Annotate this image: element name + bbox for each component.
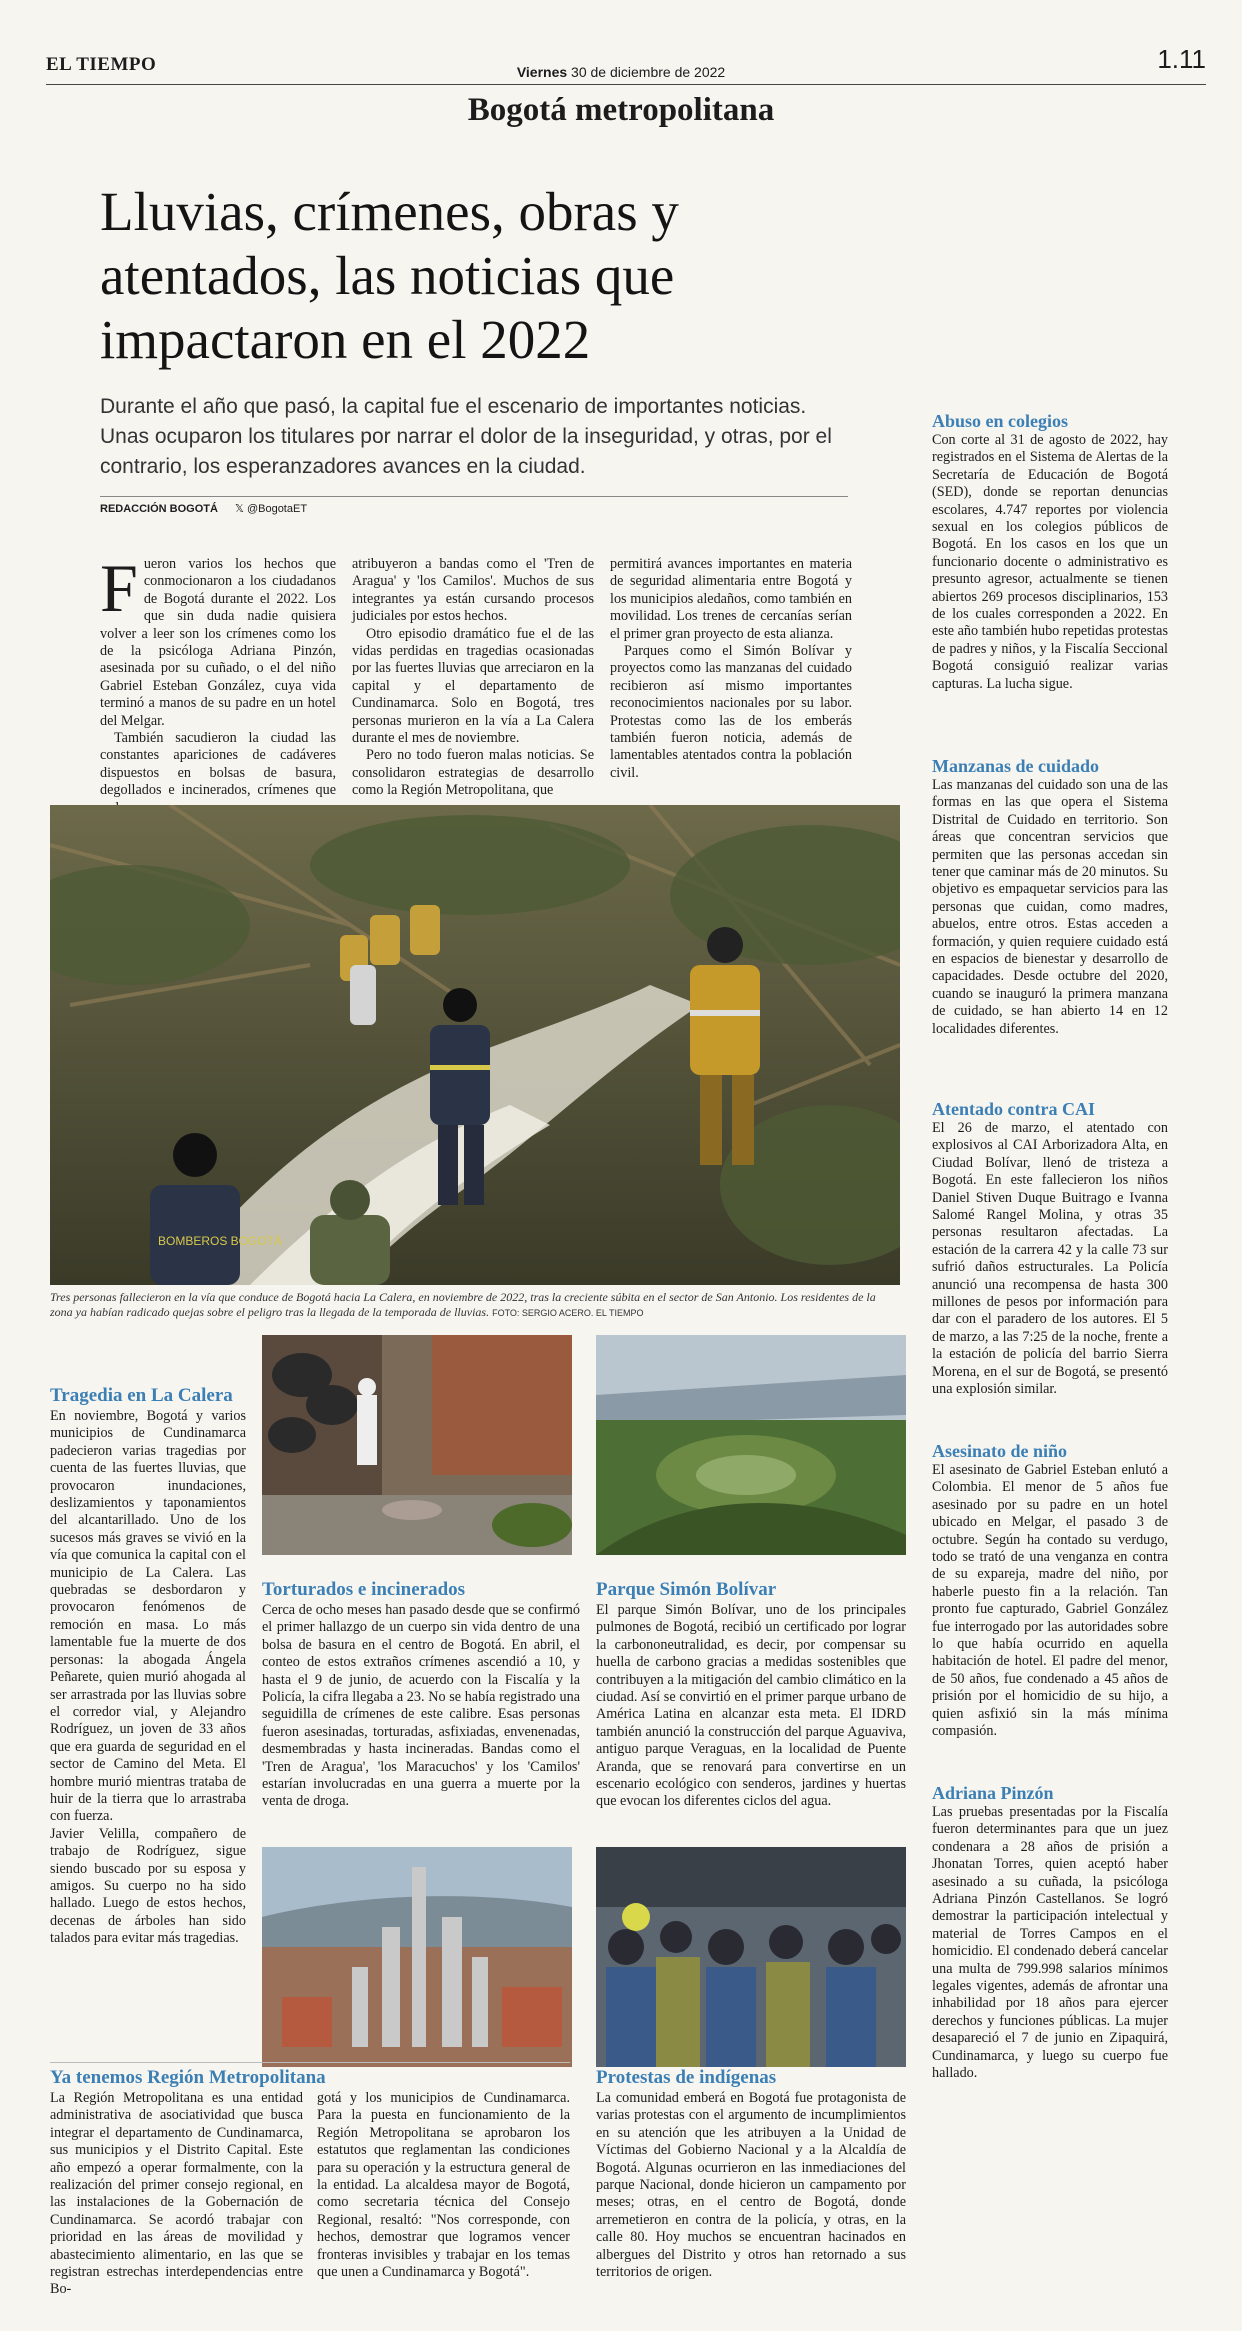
photo-crime-scene: [262, 1335, 572, 1555]
photo-parque-simon-bolivar: [596, 1335, 906, 1555]
sidebar-adriana: [932, 1782, 1168, 2083]
sidebar-abuso: [932, 410, 1168, 693]
section-title: Bogotá metropolitana: [467, 92, 775, 128]
torturados-story: [262, 1578, 580, 1811]
body-paragraph: Otro episodio dramático fue el de las vidas perdidas en tragedias ocasionadas por las fuertes lluvias que arreciaron en la capital y el departamento de Cundinamarca. Solo en Bogotá, tres personas murieron en la vía a La Calera durante el mes de noviembre.: [352, 625, 594, 747]
story-text: Javier Velilla, compañero de trabajo de Rodríguez, sigue siendo buscado por su esposa y amigos. Su cuerpo no ha sido hallado. Luego de estos hechos, decenas de árboles han sido talados para evitar más tragedias.: [50, 1825, 246, 1947]
body-paragraph: Pero no todo fueron malas noticias. Se consolidaron estrategias de desarrollo como la Región Metropolitana, que: [352, 747, 594, 799]
body-paragraph: ueron varios los hechos que conmocionaron a los ciudadanos de Bogotá durante el 2022. Los que sin duda nadie quisiera volver a leer son los crímenes como los de la psicóloga Adriana Pinzón, asesinada por su cuñado, o el del niño Gabriel Esteban González, cuya vida terminó a manos de su padre en un hotel del Melgar.: [100, 556, 336, 729]
byline-author: REDACCIÓN BOGOTÁ: [100, 503, 218, 515]
story-text: La Región Metropolitana es una entidad administrativa de asociatividad que busca integrar el departamento de Cundinamarca, sus municipios y el Distrito Capital. Este año empezó a operar formalmente, con la realización del primer consejo regional, en las instalaciones de la Gobernación de Cundinamarca. Se acordó trabajar con prioridad en las áreas de movilidad y abastecimiento alimentario, en las que se registran estrechas interdependencias entre Bo-: [50, 2090, 303, 2298]
sidebar-text: Las pruebas presentadas por la Fiscalía fueron determinantes para que un juez condenara a 28 años de prisión a Jhonatan Torres, quien aceptó haber asesinado a su cuñada, la psicóloga Adriana Pinzón Castellanos. Se logró demostrar la participación intelectual y material de Torres Campos en el homicidio. El condenado deberá cancelar una multa de 799.998 salarios mínimos legales vigentes, además de afrontar una inhabilidad por 18 años para ejercer derechos y funciones públicas. La mujer desapareció el 7 de junio en Zipaquirá, Cundinamarca, y luego su cuerpo fue hallado.: [932, 1804, 1168, 2082]
body-column-3: [610, 556, 852, 782]
story-heading: Protestas de indígenas: [596, 2067, 777, 2088]
sidebar-heading: Asesinato de niño: [932, 1441, 1068, 1461]
body-column-1: [100, 550, 336, 817]
twitter-handle[interactable]: 𝕏 @BogotaET: [235, 503, 308, 515]
story-heading: Torturados e incinerados: [262, 1579, 466, 1600]
issue-date: Viernes 30 de diciembre de 2022: [516, 64, 726, 80]
body-paragraph: permitirá avances importantes en materia de seguridad alimentaria entre Bogotá y los municipios aledaños, como también en movilidad. Los trenes de cercanías serían el primer gran proyecto de esta alianza.: [610, 556, 852, 642]
masthead: EL TIEMPO: [46, 54, 157, 75]
body-paragraph: atribuyeron a bandas como el 'Tren de Aragua' y 'los Camilos'. Muchos de sus integrantes ya están cursando procesos judiciales por estos hechos.: [352, 556, 594, 625]
sidebar-text: El asesinato de Gabriel Esteban enlutó a Colombia. El menor de 5 años fue asesinado por su padre en un hotel ubicado en Melgar, el pasado 3 de octubre. Según ha contado su verdugo, todo se trató de una venganza en contra de su expareja, madre del niño, por haberle puesto fin a la relación. Tan pronto fue capturado, Gabriel González fue interrogado por las autoridades sobre lo que había ocurrido en aquella habitación de hotel. El padre del menor, de 50 años, fue condenado a 45 años de prisión por el homicidio de su hijo, a quien asfixió sin la más mínima compasión.: [932, 1462, 1168, 1740]
protestas-story: [596, 2066, 906, 2281]
story-heading: Ya tenemos Región Metropolitana: [50, 2067, 326, 2088]
headline: Lluvias, crímenes, obras y atentados, las noticias que impactaron en el 2022: [100, 181, 679, 370]
sidebar-heading: Adriana Pinzón: [932, 1783, 1054, 1803]
story-heading: Parque Simón Bolívar: [596, 1579, 777, 1600]
story-text: En noviembre, Bogotá y varios municipios de Cundinamarca padecieron varias tragedias por cuenta de las fuertes lluvias, que provocaron inundaciones, deslizamientos y taponamientos del alcantarillado. Uno de los sucesos más graves se vivió en la vía que comunica la capital con el municipio de La Calera. Las quebradas se desbordaron y provocaron fenómenos de remoción en masa. Lo más lamentable fue la muerte de dos personas: la abogada Ángela Peñarete, quien murió ahogada al ser arrastrada por las lluvias sobre el corredor vial, y Alejandro Rodríguez, un joven de 33 años que era guarda de seguridad en el sector de Camino del Meta. El hombre murió mientras trataba de huir de la tierra que lo arrastraba con fuerza.: [50, 1408, 246, 1825]
twitter-icon: 𝕏: [235, 503, 244, 515]
byline: [100, 502, 307, 515]
sidebar-heading: Manzanas de cuidado: [932, 756, 1100, 776]
sidebar-heading: Atentado contra CAI: [932, 1099, 1095, 1119]
byline-rule: [100, 496, 848, 497]
sidebar-nino: [932, 1440, 1168, 1741]
page-number: 1.11: [1157, 44, 1206, 74]
story-text: El parque Simón Bolívar, uno de los principales pulmones de Bogotá, recibió un certificado por lograr la carbononeutralidad, es decir, por compensar su huella de carbono gracias a medidas sostenibles que contribuyen a la mitigación del cambio climático en la ciudad. Así se convirtió en el primer parque urbano de América Latina en alcanzar esta meta. El IDRD también anunció la construcción del parque Aguaviva, antiguo parque Veraguas, en la localidad de Puente Aranda, que se renovará para convertirse en un escenario ecológico con senderos, jardines y huertas que evocan los diferentes ciclos del agua.: [596, 1602, 906, 1810]
photo-bogota-skyline: [262, 1847, 572, 2067]
sidebar-text: Las manzanas del cuidado son una de las formas en las que opera el Sistema Distrital de Cuidado en territorio. Son áreas que concentran servicios que permiten que las personas accedan sin tener que caminar más de 20 minutos. Su objetivo es empaquetar servicios para las personas que cuidan, como madres, abuelos, entre otros. Estas acceden a formación, y quien requiere cuidado está en espacios de bienestar y desarrollo de capacidades. Desde octubre del 2020, cuando se inauguró la primera manzana de cuidado, se han abierto 14 en 12 localidades diferentes.: [932, 777, 1168, 1037]
body-paragraph: Parques como el Simón Bolívar y proyectos como las manzanas del cuidado recibieron así mismo importantes reconocimientos nacionales por su labor. Protestas como las de los emberás también fueron noticia, además de lamentables atentados contra la población civil.: [610, 643, 852, 781]
lead-paragraph: Durante el año que pasó, la capital fue el escenario de importantes noticias. Unas ocuparon los titulares por narrar el dolor de la inseguridad, y otras, por el contrario, los esperanzadores avances en la ciudad.: [100, 395, 832, 478]
parque-story: [596, 1578, 906, 1811]
sidebar-manzanas: [932, 755, 1168, 1038]
photo-indigenous-protest: [596, 1847, 906, 2067]
drop-cap: F: [100, 550, 138, 626]
body-paragraph: También sacudieron la ciudad las constantes apariciones de cadáveres dispuestos en bolsas de basura, degollados e incinerados, crímenes que: [100, 730, 336, 799]
tragedia-story: [50, 1384, 246, 1948]
header-rule: [46, 84, 1206, 85]
divider: [50, 2062, 570, 2063]
vest-lettering: BOMBEROS BOGOTÁ: [158, 1234, 283, 1248]
main-photo-rescue: [50, 805, 900, 1285]
photo-credit: FOTO: SERGIO ACERO. EL TIEMPO: [492, 1308, 644, 1318]
sidebar-cai: [932, 1098, 1168, 1399]
story-text: gotá y los municipios de Cundinamarca. Para la puesta en funcionamiento de la Región Metropolitana se aprobaron los estatutos que reglamentan las condiciones para su operación y la estructura general de la entidad. La alcaldesa mayor de Bogotá, como secretaria técnica del Consejo Regional, resaltó: "Nos corresponde, con hechos, demostrar que logramos vencer fronteras invisibles y trabajar en los temas que unen a Cundinamarca y Bogotá".: [317, 2090, 570, 2281]
story-text: La comunidad emberá en Bogotá fue protagonista de varias protestas con el argumento de incumplimientos en su atención que les atribuyen a la Unidad de Víctimas del Gobierno Nacional y a la Alcaldía de Bogotá. Algunas ocurrieron en las inmediaciones del parque Nacional, donde hicieron un campamento por meses; otras, en el centro de Bogotá, donde arremetieron en contra de la policía, y otras, en la calle 80. Hoy muchos se encuentran hacinados en albergues del Distrito y otros han retornado a sus territorios de origen.: [596, 2090, 906, 2281]
main-photo-caption: Tres personas fallecieron en la vía que conduce de Bogotá hacia La Calera, en noviembre de 2022, tras la creciente súbita en el sector de San Antonio. Los residentes de la zona ya habían radicado quejas sobre el peligro tras la llegada de la temporada de lluvias. FOTO: SERGIO ACERO. EL TIEMPO: [50, 1290, 876, 1319]
story-heading: Tragedia en La Calera: [50, 1385, 233, 1406]
sidebar-text: El 26 de marzo, el atentado con explosivos al CAI Arborizadora Alta, en Ciudad Bolívar, llenó de tristeza a Bogotá. En este fallecieron los niños Daniel Stiven Duque Buitrago e Ivanna Salomé Rangel Molina, y otras 35 personas resultaron afectadas. La estación de la carrera 42 y la calle 73 sur sufrió daños estructurales. La Policía anunció una recompensa de hasta 300 millones de pesos por información para dar con el paradero de los autores. El 5 de marzo, a las 7:25 de la noche, frente a la estación de policía del barrio Sierra Morena, en el sur de Bogotá, se presentó una explosión similar.: [932, 1120, 1168, 1398]
sidebar-text: Con corte al 31 de agosto de 2022, hay registrados en el Sistema de Alertas de la Secretaría de Educación de Bogotá (SED), donde se reportan denuncias escolares, 4.747 reportes por violencia sexual en los colegios públicos de Bogotá. En los casos en los que un funcionario docente o administrativo es presunto agresor, actualmente se tienen abiertos 269 procesos disciplinarios, 153 de los cuales corresponden a 2022. En este año también hubo repetidas protestas de padres y niños, y la Fiscalía Seccional Bogotá consiguió realizar varias capturas. La lucha sigue.: [932, 432, 1168, 692]
story-text: Cerca de ocho meses han pasado desde que se confirmó el primer hallazgo de un cuerpo sin vida dentro de una bolsa de basura en el centro de Bogotá. En abril, el conteo de estos extraños crímenes ascendió a 10, y hasta el 9 de junio, de acuerdo con la Fiscalía y la Policía, la cifra llegaba a 23. No se había registrado una seguidilla de crímenes de este calibre. Esas personas fueron asesinadas, torturadas, asfixiadas, envenenadas, desmembradas y hasta incineradas. Bandas como el 'Tren de Aragua', 'los Maracuchos' y los 'Camilos' estarían involucradas en una guerra a muerte por la venta de droga.: [262, 1602, 580, 1810]
body-column-2: [352, 556, 594, 800]
sidebar-heading: Abuso en colegios: [932, 411, 1069, 431]
region-story: [50, 2066, 570, 2299]
